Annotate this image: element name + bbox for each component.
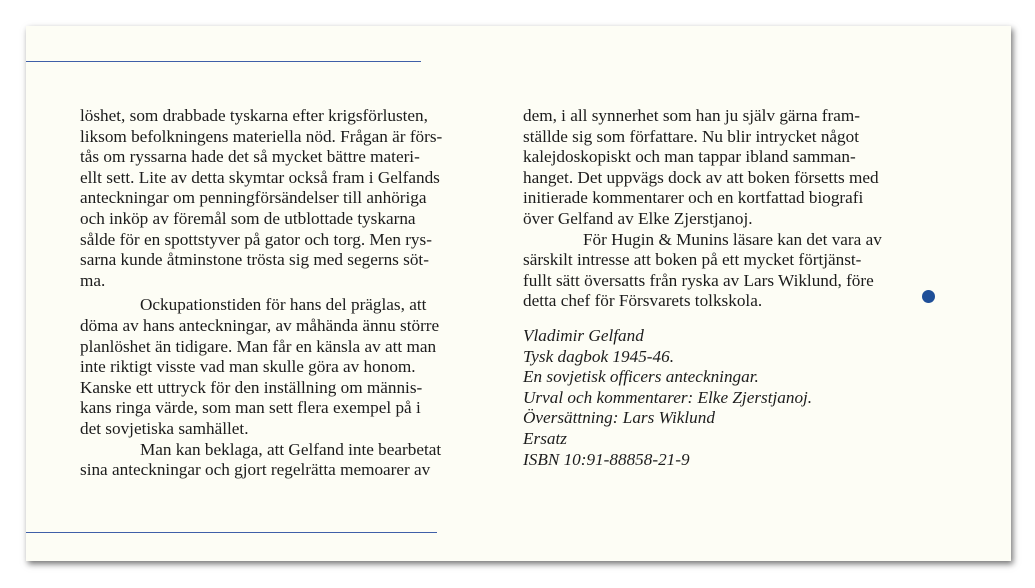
biblio-publisher: Ersatz [523,428,567,448]
biblio-isbn: ISBN 10:91-88858-21-9 [523,449,690,469]
top-rule [26,61,421,62]
right-paragraph-1: dem, i all synnerhet som han ju själv gärna fram- ställde sig som författare. Nu blir intrycket något kalejdoskopiskt och man tappar ibland samman- hanget. Det uppvägs dock av att boken försetts med initierade kommentarer och en kortfattad biografi över Gelfand av Elke Zjerstjanoj. [523,106,879,228]
left-paragraph-3: Man kan beklaga, att Gelfand inte bearbetat sina anteckningar och gjort regelrätta memoarer av [80,439,442,480]
biblio-selection: Urval och kommentarer: Elke Zjerstjanoj. [523,387,813,407]
review-page [26,26,1011,561]
left-paragraph-2: Ockupationstiden för hans del präglas, att döma av hans anteckningar, av måhända ännu större planlöshet än tidigare. Man får en känsla av att man inte riktigt visste vad man skulle göra av honom. Kanske ett uttryck för den inställning om männis- kans ringa värde, som man sett flera exempel på i det sovjetiska samhället. [80,295,440,438]
bibliography-block [523,326,936,470]
biblio-subtitle: En sovjetisk officers anteckningar. [523,367,759,387]
biblio-translation: Översättning: Lars Wiklund [523,408,715,428]
bottom-rule [26,532,437,533]
right-paragraph-2: För Hugin & Munins läsare kan det vara av särskilt intresse att boken på ett mycket förtjänst- fullt sätt översatts från ryska av Lars Wiklund, före detta chef för Försvarets tolkskola. [523,229,882,311]
biblio-title: Tysk dagbok 1945-46. [523,346,675,366]
end-of-article-dot-icon [922,290,935,303]
left-column [80,106,492,481]
left-paragraph-1: löshet, som drabbade tyskarna efter krigsförlusten, liksom befolkningens materiella nöd. Frågan är förs- tås om ryssarna hade det så mycket bättre materi- ellt sett. Lite av detta skymtar också fram i Gelfands anteckningar om penningförsändelser till anhöriga och inköp av föremål som de utblottade tyskarna sålde för en spottstyver på gator och torg. Men rys- sarna kunde åtminstone trösta sig med segerns söt- ma. [80,106,443,290]
biblio-author: Vladimir Gelfand [523,326,644,345]
right-column [523,106,936,312]
